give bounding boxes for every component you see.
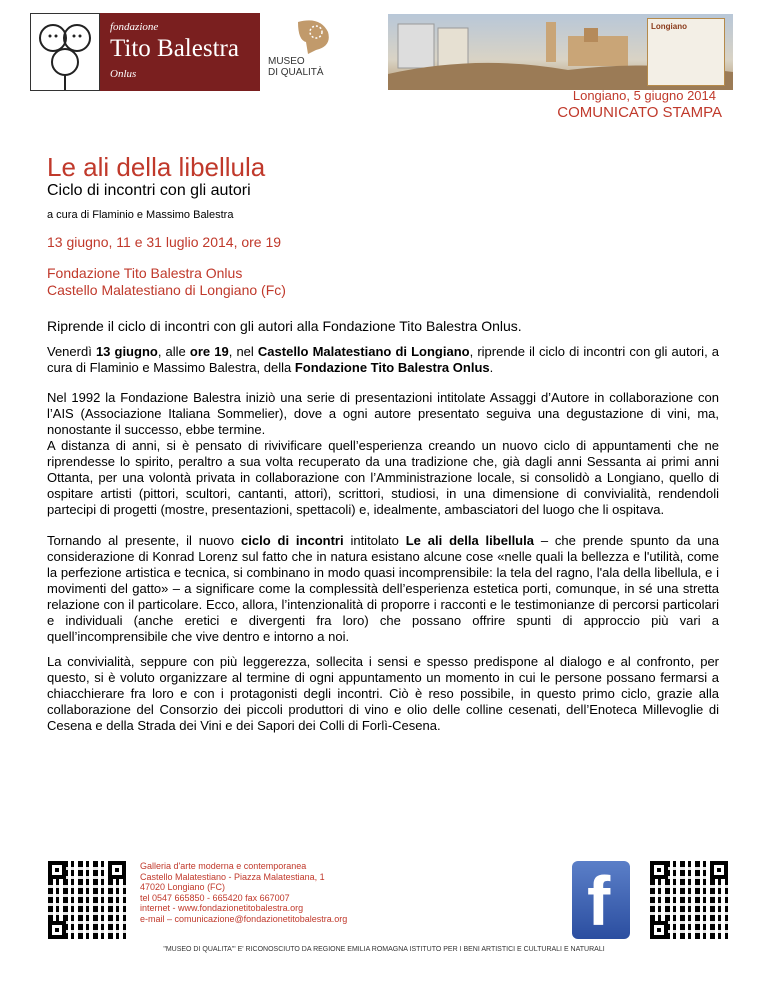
footer-line1: Galleria d'arte moderna e contemporanea bbox=[140, 861, 307, 871]
footer-contact bbox=[140, 861, 347, 924]
paragraph-1 bbox=[47, 344, 719, 376]
qr-code-right[interactable] bbox=[650, 861, 728, 939]
paragraph-2 bbox=[47, 390, 719, 518]
text: . bbox=[489, 360, 494, 375]
fondazione-logo-art bbox=[30, 13, 100, 91]
footer-website[interactable]: internet - www.fondazionetitobalestra.org bbox=[140, 903, 304, 913]
paragraph-2a: Nel 1992 la Fondazione Balestra iniziò una serie di presentazioni intitolate Assaggi d’Autore in collaborazione con l’AIS (Associazione Italiana Sommelier), dove a ogni autore presentato seguiva una degustazione di vini, ma, nonostante il successo, ebbe termine. bbox=[47, 390, 719, 437]
text: , nel bbox=[228, 344, 258, 359]
museo-line2: DI QUALITÀ bbox=[268, 67, 324, 78]
text-bold: 13 giugno bbox=[95, 344, 158, 359]
text: Tornando al presente, il nuovo bbox=[47, 533, 242, 548]
facebook-letter: f bbox=[587, 862, 611, 940]
text: , alle bbox=[157, 344, 190, 359]
facebook-icon[interactable] bbox=[572, 861, 630, 939]
logo-name: Tito Balestra bbox=[110, 35, 239, 62]
museo-line1: MUSEO bbox=[268, 56, 305, 67]
text: , riprende il ciclo di incontri con gli autori, a cura di Flaminio e Massimo Balestra, della bbox=[47, 344, 720, 375]
text-bold: ore 19 bbox=[189, 344, 229, 359]
footer-disclaimer: "MUSEO DI QUALITA'" E' RICONOSCIUTO DA REGIONE EMILIA ROMAGNA ISTITUTO PER I BENI ARTISTICI E CULTURALI E NATURALI bbox=[163, 946, 605, 953]
text: – che prende spunto da una considerazione di Konrad Lorenz sul fatto che in natura esistano alcune cose «nelle quali la bellezza e l'utilità, come la perfezione artistica e tecnica, si combinano in modo quasi incomprensibile: la tela del ragno, l'ala della libellula, e i movimenti del gatto» – a significare come la complessità dell’esperienza estetica porti, comunque, in sé una stretta relazione con il particolare. Ecco, allora, l’intenzionalità di proporre i racconti e le testimonianze di percorsi particolari e individuali (anche eretici e divergenti fra loro) che possano offrire spunti di approccio più vari a quell’incomprensibile che vive dentro e intorno a noi. bbox=[47, 533, 719, 644]
text-bold: Castello Malatestiano di Longiano bbox=[257, 344, 470, 359]
paragraph-3 bbox=[47, 533, 719, 645]
logo-onlus: Onlus bbox=[110, 68, 137, 80]
logo-fondazione-word: fondazione bbox=[110, 21, 159, 33]
paragraph-2b: A distanza di anni, si è pensato di rivivificare quell’esperienza creando un nuovo ciclo di appuntamenti che ne riprendesse lo spirito, peraltro a sua volta recuperato da una tradizione che, già dagli anni Sessanta ai primi anni Ottanta, per una volontà privata in collaborazione con l’Amministrazione locale, si consolidò a Longiano, quello di ospitare artisti (pittori, scultori, cantanti, attori), scrittori, studiosi, in una dimensione di convivialità, rendendoli partecipi di progetti (mostre, presentazioni, spettacoli) e, idealmente, ambasciatori del luogo che li ospitava. bbox=[47, 438, 719, 517]
footer-line2: Castello Malatestiano - Piazza Malatestiana, 1 bbox=[140, 871, 325, 882]
venue-line2: Castello Malatestiano di Longiano (Fc) bbox=[47, 282, 286, 298]
text-bold: Le ali della libellula bbox=[405, 533, 534, 548]
longiano-badge bbox=[647, 18, 725, 86]
fondazione-logo bbox=[100, 13, 260, 91]
text-bold: Fondazione Tito Balestra Onlus bbox=[294, 360, 490, 375]
event-venue bbox=[47, 265, 286, 299]
doc-type: COMUNICATO STAMPA bbox=[557, 104, 722, 121]
paragraph-4: La convivialità, seppure con più leggerezza, sollecita i sensi e spesso predispone al dialogo e al confronto, per questo, si è voluto organizzare al termine di ogni appuntamento un momento in cui le persone possano fermarsi a chiacchierare fra loro e con i protagonisti degli incontri. Ciò è reso possibile, in questo primo ciclo, grazie alla collaborazione del Consorzio dei piccoli produttori di vino e olio delle colline cesenati, dell’Enoteca Millevoglie di Cesena e della Strada dei Vini e dei Sapori dei Colli di Forlì-Cesena. bbox=[47, 654, 719, 733]
footer-line3: 47020 Longiano (FC) bbox=[140, 882, 226, 892]
venue-line1: Fondazione Tito Balestra Onlus bbox=[47, 265, 243, 281]
page-title: Le ali della libellula bbox=[47, 152, 266, 182]
longiano-banner bbox=[388, 14, 733, 90]
text: intitolato bbox=[343, 533, 406, 548]
longiano-badge-title: Longiano bbox=[651, 22, 687, 31]
footer-email[interactable]: e-mail – comunicazione@fondazionetitobalestra.org bbox=[140, 913, 348, 924]
museo-di-qualita-logo bbox=[268, 18, 358, 88]
text-bold: ciclo di incontri bbox=[241, 533, 344, 548]
curated-by: a cura di Flaminio e Massimo Balestra bbox=[47, 209, 234, 221]
lead-paragraph: Riprende il ciclo di incontri con gli autori alla Fondazione Tito Balestra Onlus. bbox=[47, 318, 522, 334]
qr-code-left[interactable] bbox=[48, 861, 126, 939]
footer-line4: tel 0547 665850 - 665420 fax 667007 bbox=[140, 892, 290, 903]
text: Venerdì bbox=[47, 344, 96, 359]
date-place: Longiano, 5 giugno 2014 bbox=[572, 88, 716, 103]
page-subtitle: Ciclo di incontri con gli autori bbox=[47, 182, 251, 199]
event-dates: 13 giugno, 11 e 31 luglio 2014, ore 19 bbox=[47, 234, 282, 250]
